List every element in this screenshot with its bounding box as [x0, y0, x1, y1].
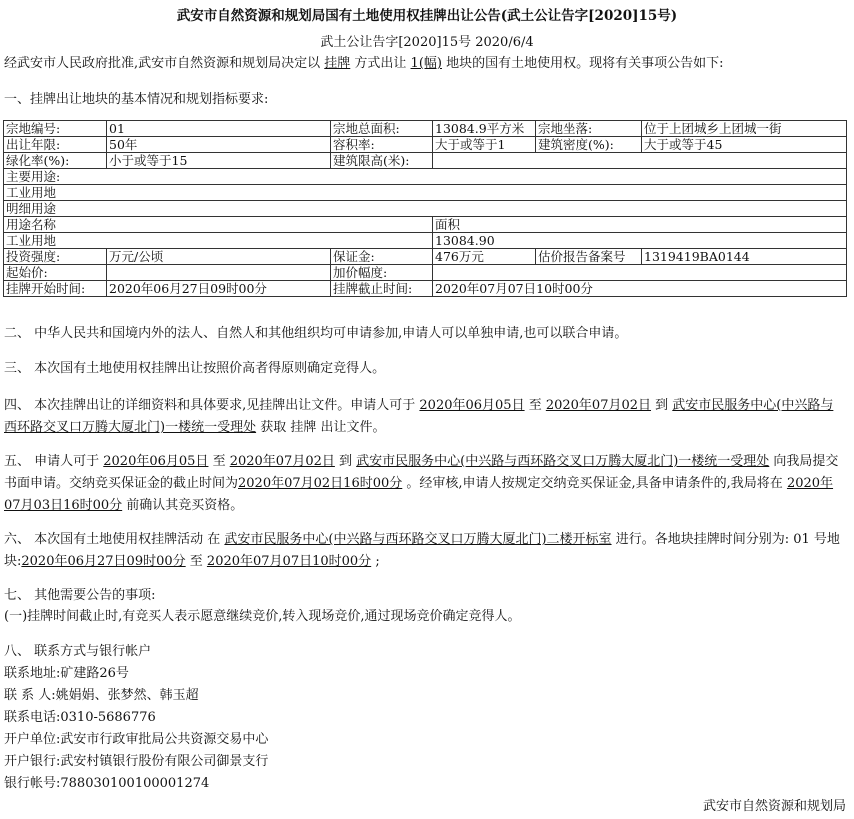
- table-cell: 大于或等于45: [642, 137, 847, 153]
- table-cell: 位于上团城乡上团城一街: [642, 121, 847, 137]
- table-row: [4, 217, 847, 233]
- contact-address: 联系地址:矿建路26号: [4, 666, 129, 681]
- table-cell: 476万元: [433, 249, 536, 265]
- page-title: 武安市自然资源和规划局国有土地使用权挂牌出让公告(武土公让告字[2020]15号): [176, 8, 678, 24]
- table-row: [4, 121, 847, 137]
- table-cell: 13084.9平方米: [433, 121, 536, 137]
- table-cell: 2020年06月27日09时00分: [107, 281, 331, 297]
- venue-link: 武安市民服务中心(中兴路与西环路交叉口万腾大厦北门)二楼开标室: [224, 532, 612, 547]
- section-7-item: (一)挂牌时间截止时,有竞买人表示愿意继续竞价,转入现场竞价,通过现场竞价确定竞得人。: [4, 609, 521, 624]
- table-row: [4, 153, 847, 169]
- table-row: [4, 185, 847, 201]
- table-cell: 2020年07月07日10时00分: [433, 281, 847, 297]
- contact-people: 联 系 人:姚娟娟、张梦然、韩玉超: [4, 688, 199, 703]
- table-cell: 加价幅度:: [331, 265, 433, 281]
- section-6: 六、 本次国有土地使用权挂牌活动 在 武安市民服务中心(中兴路与西环路交叉口万腾大厦北门)二楼开标室 进行。各地块挂牌时间分别为: 01 号地块:2020年06月27日09时00分 至 2020年07月07日10时00分 ;: [4, 532, 840, 569]
- table-row: [4, 281, 847, 297]
- table-cell: 大于或等于1: [433, 137, 536, 153]
- table-cell: 宗地总面积:: [331, 121, 433, 137]
- account-unit: 开户单位:武安市行政审批局公共资源交易中心: [4, 732, 269, 747]
- announcement-number: 武土公让告字[2020]15号 2020/6/4: [320, 35, 534, 50]
- section-1-heading: 一、挂牌出让地块的基本情况和规划指标要求:: [4, 92, 269, 107]
- venue-link: 武安市民服务中心(中兴路与西环路交叉口万腾大厦北门)一楼统一受理处: [4, 398, 834, 435]
- table-cell: 面积: [433, 217, 847, 233]
- table-cell: 出让年限:: [4, 137, 107, 153]
- method-value: 挂牌: [324, 56, 351, 71]
- parcel-count: 1(幅): [410, 56, 442, 71]
- table-cell: [433, 265, 847, 281]
- table-cell: 起始价:: [4, 265, 107, 281]
- table-cell: 小于或等于15: [107, 153, 331, 169]
- table-cell: 明细用途: [4, 201, 847, 217]
- table-cell: 建筑限高(米):: [331, 153, 433, 169]
- table-cell: 01: [107, 121, 331, 137]
- table-cell: 保证金:: [331, 249, 433, 265]
- table-cell: [107, 265, 331, 281]
- table-row: [4, 137, 847, 153]
- venue-link: 武安市民服务中心(中兴路与西环路交叉口万腾大厦北门)一楼统一受理处: [356, 454, 770, 469]
- table-cell: 13084.90: [433, 233, 847, 249]
- table-cell: 1319419BA0144: [642, 249, 847, 265]
- table-cell: 绿化率(%):: [4, 153, 107, 169]
- intro-paragraph: 经武安市人民政府批准,武安市自然资源和规划局决定以 挂牌 方式出让 1(幅) 地块的国有土地使用权。现将有关事项公告如下:: [4, 56, 724, 71]
- section-3: 三、 本次国有土地使用权挂牌出让按照价高者得原则确定竞得人。: [4, 361, 386, 376]
- table-row: [4, 233, 847, 249]
- contact-phone: 联系电话:0310-5686776: [4, 710, 156, 725]
- section-8-heading: 八、 联系方式与银行帐户: [4, 644, 152, 659]
- table-cell: 用途名称: [4, 217, 433, 233]
- table-cell: 挂牌截止时间:: [331, 281, 433, 297]
- table-cell: 宗地编号:: [4, 121, 107, 137]
- table-cell: 挂牌开始时间:: [4, 281, 107, 297]
- table-cell: 宗地坐落:: [536, 121, 642, 137]
- account-bank: 开户银行:武安村镇银行股份有限公司御景支行: [4, 754, 269, 769]
- signature: 武安市自然资源和规划局: [702, 799, 846, 814]
- table-cell: 投资强度:: [4, 249, 107, 265]
- account-number: 银行帐号:788030100100001274: [4, 776, 210, 791]
- section-7-heading: 七、 其他需要公告的事项:: [4, 588, 156, 603]
- table-cell: [433, 153, 847, 169]
- parcel-info-table: [3, 120, 847, 297]
- table-cell: 万元/公顷: [107, 249, 331, 265]
- table-row: [4, 169, 847, 185]
- table-cell: 容积率:: [331, 137, 433, 153]
- table-row: [4, 201, 847, 217]
- table-cell: 主要用途:: [4, 169, 847, 185]
- table-cell: 50年: [107, 137, 331, 153]
- table-cell: 工业用地: [4, 185, 847, 201]
- section-4: 四、 本次挂牌出让的详细资料和具体要求,见挂牌出让文件。申请人可于 2020年06月05日 至 2020年07月02日 到 武安市民服务中心(中兴路与西环路交叉口万腾大厦北门)一楼统一受理处 获取 挂牌 出让文件。: [4, 398, 834, 435]
- table-row: [4, 249, 847, 265]
- section-2: 二、 中华人民共和国境内外的法人、自然人和其他组织均可申请参加,申请人可以单独申请,也可以联合申请。: [4, 326, 628, 341]
- table-cell: 工业用地: [4, 233, 433, 249]
- table-row: [4, 265, 847, 281]
- table-cell: 估价报告备案号: [536, 249, 642, 265]
- table-cell: 建筑密度(%):: [536, 137, 642, 153]
- section-5: 五、 申请人可于 2020年06月05日 至 2020年07月02日 到 武安市民服务中心(中兴路与西环路交叉口万腾大厦北门)一楼统一受理处 向我局提交书面申请。交纳竞买保证金的截止时间为2020年07月02日16时00分 。经审核,申请人按规定交纳竞买保证金,具备申请条件的,我局将在 2020年07月03日16时00分 前确认其竞买资格。: [4, 454, 839, 513]
